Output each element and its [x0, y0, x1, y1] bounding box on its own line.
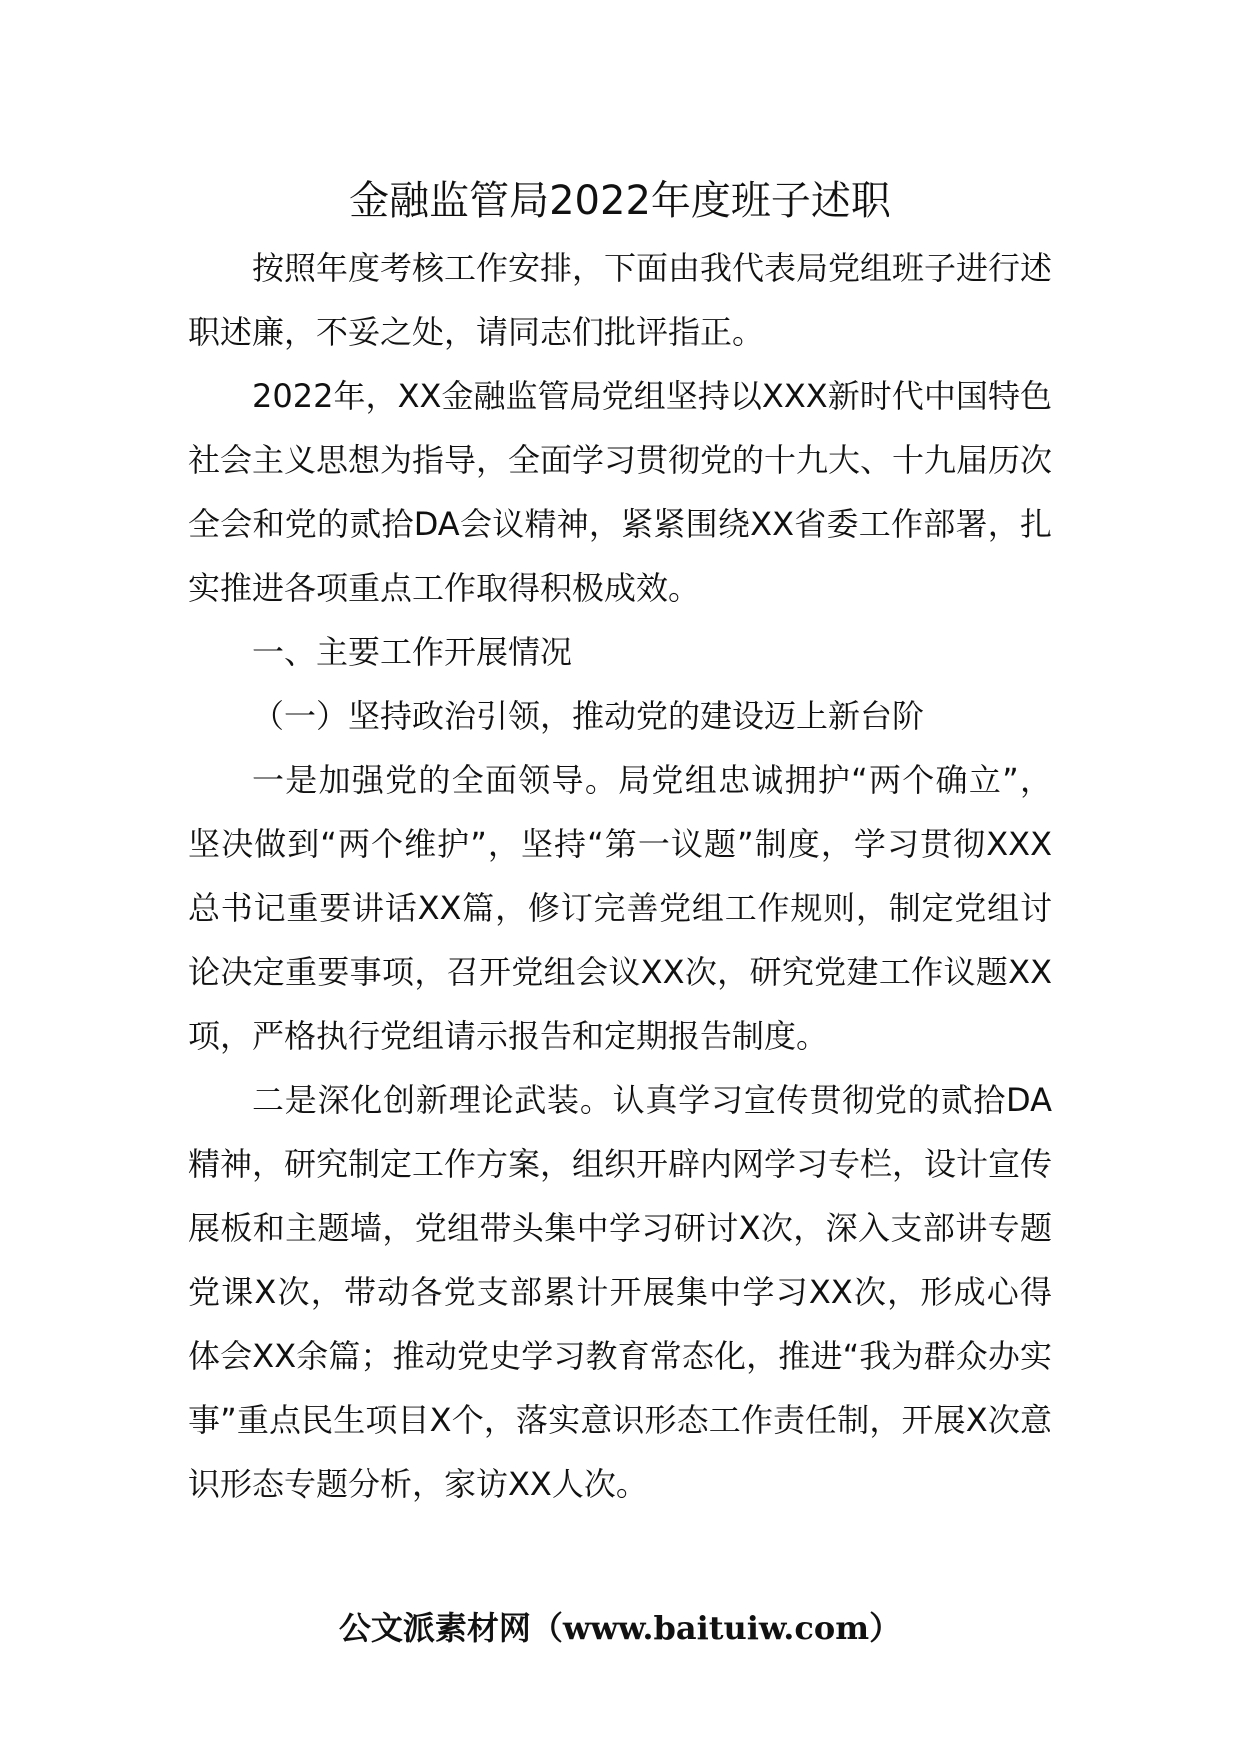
document-body: [188, 236, 1052, 1516]
paragraph-overview: 2022年，XX金融监管局党组坚持以XXX新时代中国特色社会主义思想为指导，全面学习贯彻党的十九大、十九届历次全会和党的贰拾DA会议精神，紧紧围绕XX省委工作部署，扎实推进各项重点工作取得积极成效。: [188, 377, 1053, 607]
footer-watermark: 公文派素材网（www.baituiw.com）: [338, 1609, 902, 1647]
document-title: 金融监管局2022年度班子述职: [349, 178, 891, 224]
subsection-heading: （一）坚持政治引领，推动党的建设迈上新台阶: [252, 697, 925, 735]
paragraph-point-one: 一是加强党的全面领导。局党组忠诚拥护“两个确立”，坚决做到“两个维护”，坚持“第一议题”制度，学习贯彻XXX总书记重要讲话XX篇，修订完善党组工作规则，制定党组讨论决定重要事项，召开党组会议XX次，研究党建工作议题XX项，严格执行党组请示报告和定期报告制度。: [188, 761, 1052, 1055]
paragraph-point-two: 二是深化创新理论武装。认真学习宣传贯彻党的贰拾DA精神，研究制定工作方案，组织开辟内网学习专栏，设计宣传展板和主题墙，党组带头集中学习研讨X次，深入支部讲专题党课X次，带动各党支部累计开展集中学习XX次，形成心得体会XX余篇；推动党史学习教育常态化，推进“我为群众办实事”重点民生项目X个，落实意识形态工作责任制，开展X次意识形态专题分析，家访XX人次。: [188, 1081, 1053, 1503]
paragraph-intro: 按照年度考核工作安排，下面由我代表局党组班子进行述职述廉，不妥之处，请同志们批评指正。: [188, 249, 1053, 351]
section-heading: 一、主要工作开展情况: [252, 633, 573, 671]
